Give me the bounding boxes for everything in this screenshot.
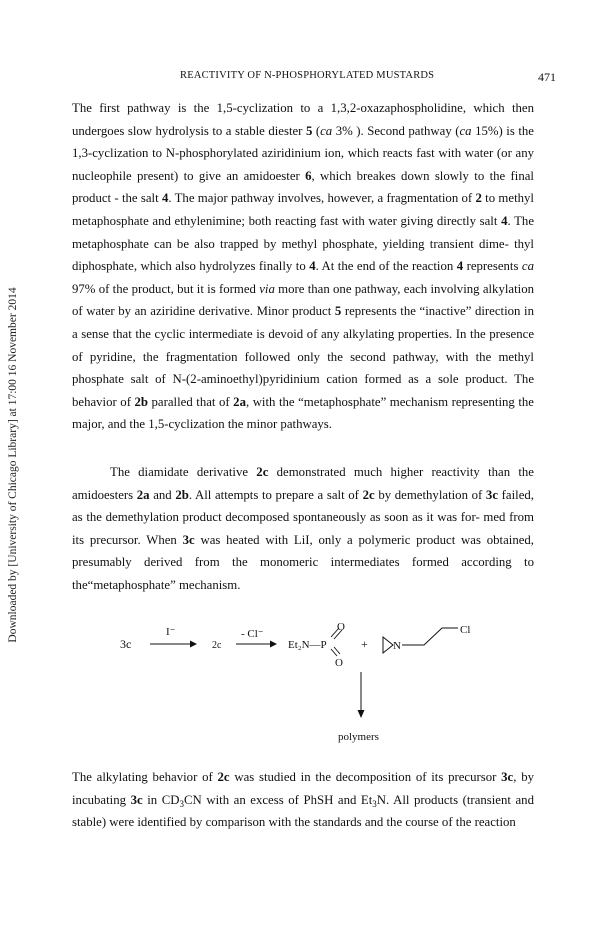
- text-segment: 3% ). Second pathway (: [332, 123, 460, 138]
- text-segment: represents: [463, 259, 522, 274]
- text-segment: more than one pathway, each involving alkylation of water by an aziridine derivative. Minor product: [72, 281, 534, 319]
- scheme-chloroethyl-chain: [402, 628, 458, 645]
- scheme-arrow1-head: [190, 641, 197, 648]
- text-segment: 2b: [134, 394, 148, 409]
- text-segment: 4: [456, 259, 464, 274]
- text-segment: to methyl metaphosphate and ethylenimine; both reacting fast with water giving directly salt: [72, 191, 534, 228]
- text-segment: 3c: [130, 792, 143, 807]
- text-segment: 4: [161, 191, 169, 206]
- text-segment: . The major pathway involves, however, a fragmentation of: [168, 191, 476, 206]
- text-segment: ca: [320, 123, 333, 138]
- text-segment: and: [149, 487, 176, 502]
- text-segment: 4: [501, 213, 508, 228]
- text-segment: by demethylation of: [374, 487, 486, 502]
- reaction-scheme: [0, 610, 612, 760]
- paragraph-diamidate: [72, 461, 534, 597]
- paragraph-alkylating-behavior: [72, 766, 534, 834]
- text-segment: 2c: [256, 465, 269, 479]
- text-segment: The first pathway is the 1,5-cyclization to a 1,3,2-oxazaphospholidine, which then undergoes slow hydrolysis to a stable diester: [72, 101, 534, 138]
- text-segment: 2a: [233, 394, 246, 409]
- text-segment: . At the end of the reaction: [315, 259, 457, 274]
- scheme-intermediate: 2c: [212, 640, 222, 651]
- text-segment: 3: [179, 798, 185, 809]
- scheme-plus: +: [361, 637, 368, 651]
- text-segment: 2: [475, 191, 482, 206]
- text-segment: The alkylating behavior of: [72, 770, 218, 784]
- text-segment: N. All products (transient and stable) were identified by comparison with the standards and the course of the reaction: [72, 792, 534, 830]
- page-number: 471: [538, 70, 556, 84]
- text-segment: 5: [334, 304, 342, 319]
- download-watermark-text: Downloaded by [University of Chicago Library] at 17:00 16 November 2014: [7, 287, 19, 643]
- scheme-aziridine-nitrogen: N: [393, 640, 401, 652]
- scheme-chloro: Cl: [460, 624, 471, 636]
- text-segment: 3c: [501, 770, 514, 784]
- text-segment: 4: [309, 259, 316, 274]
- scheme-arrow2-reagent: - Cl⁻: [241, 628, 264, 640]
- text-segment: . The metaphosphate can be also trapped by methyl phosphate, yielding transient dime- thyl diphosphate, which also hydrolyzes finally to: [72, 213, 535, 274]
- text-segment: via: [259, 281, 275, 296]
- text-segment: CN with an excess of PhSH and Et: [184, 792, 373, 807]
- text-segment: 2b: [175, 487, 189, 502]
- scheme-oxygen-top: O: [337, 621, 345, 633]
- scheme-down-arrow-head: [358, 710, 365, 718]
- text-segment: 2a: [136, 487, 150, 502]
- text-segment: paralled that of: [148, 394, 234, 409]
- scheme-oxygen-bottom: O: [335, 657, 343, 669]
- text-segment: 3c: [182, 532, 195, 547]
- text-segment: 97% of the product, but it is formed: [72, 281, 260, 296]
- text-segment: in CD: [142, 792, 180, 807]
- text-segment: The diamidate derivative: [110, 465, 257, 479]
- paragraph-pathways: [72, 97, 534, 436]
- text-segment: ca: [521, 259, 534, 274]
- text-segment: (: [312, 123, 321, 138]
- text-segment: failed, as the demethylation product decomposed spontaneously as soon as it was for- med from its precursor. When: [72, 487, 534, 547]
- scheme-arrow2-head: [270, 641, 277, 648]
- scheme-product-metaphosphate: Et₂N—P: [288, 639, 327, 651]
- text-segment: 3c: [485, 487, 499, 502]
- text-segment: , which breakes down slowly to the final product - the salt: [72, 168, 534, 206]
- text-segment: ca: [459, 123, 472, 138]
- scheme-polymers: polymers: [338, 731, 379, 743]
- text-segment: 5: [305, 123, 313, 138]
- text-segment: 6: [305, 168, 312, 183]
- text-segment: was heated with LiI, only a polymeric product was obtained, presumably derived from the monomeric intermediates formed according to the“metaphosphate” mechanism.: [72, 532, 535, 592]
- text-segment: 3: [372, 798, 377, 809]
- page-header: [60, 70, 556, 84]
- running-title: REACTIVITY OF N-PHOSPHORYLATED MUSTARDS: [180, 70, 435, 81]
- text-segment: 2c: [362, 487, 375, 502]
- text-segment: demonstrated much higher reactivity than the amidoesters: [72, 465, 534, 502]
- scheme-arrow1-reagent: I⁻: [166, 626, 176, 638]
- text-segment: 15%) is the 1,3-cyclization to N-phosphorylated aziridinium ion, which reacts fast with water (or any nucleophile present) to give an amidoester: [72, 123, 534, 183]
- text-segment: represents the “inactive” direction in a sense that the cyclic intermediate is devoid of any alkylating properties. In the presence of pyridine, the fragmentation followed only the second pathway, with the methyl phosphate salt of N-(2-aminoethyl)pyridinium cation formed as a sole product. The behavior of: [72, 304, 534, 409]
- text-segment: , by incubating: [72, 770, 534, 807]
- text-segment: was studied in the decomposition of its precursor: [229, 770, 502, 784]
- text-segment: 2c: [217, 770, 230, 784]
- scheme-aziridine-ring: [383, 637, 393, 653]
- scheme-start-compound: 3c: [120, 637, 132, 651]
- text-segment: , with the “metaphosphate” mechanism representing the major, and the 1,5-cyclization the minor pathways.: [72, 394, 534, 432]
- text-segment: . All attempts to prepare a salt of: [188, 487, 363, 502]
